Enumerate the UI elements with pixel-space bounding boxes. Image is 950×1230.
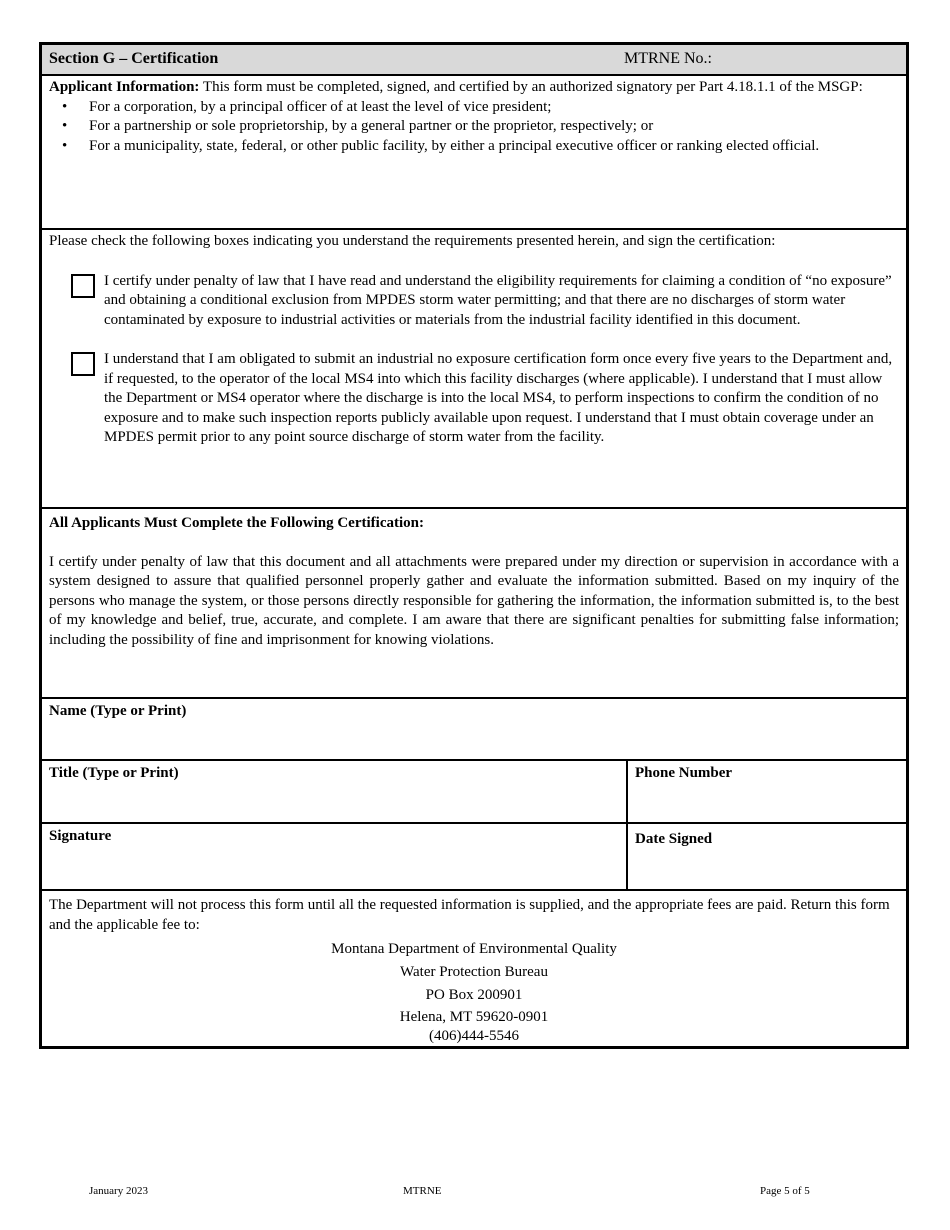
signature-date-row	[42, 822, 906, 889]
phone-line: (406)444-5546	[429, 1028, 519, 1044]
title-field[interactable]	[42, 761, 628, 822]
footer-date: January 2023	[89, 1185, 148, 1197]
title-phone-row	[42, 759, 906, 822]
applicant-info-text: This form must be completed, signed, and certified by an authorized signatory per Part 4.18.1.1 of the MSGP:	[199, 79, 863, 95]
footer-page-number: Page 5 of 5	[760, 1185, 810, 1197]
date-signed-field[interactable]	[628, 824, 906, 889]
obligation-acknowledgement	[49, 350, 899, 448]
phone-field[interactable]	[628, 761, 906, 822]
address-line: Montana Department of Environmental Quality	[331, 941, 617, 957]
obligation-text: I understand that I am obligated to submit an industrial no exposure certification form once every five years to the Department and, if requested, to the operator of the local MS4 into which this facility discharges (where applicable). I understand that I must allow the Department or MS4 operator where the discharge is into the local MS4, to perform inspections to confirm the condition of no exposure and to make such inspection reports publicly available upon request. I understand that I must obtain coverage under an MPDES permit prior to any point source discharge of storm water from the facility.	[104, 351, 893, 445]
mtrne-number-label: MTRNE No.:	[624, 50, 712, 67]
name-field[interactable]	[42, 697, 906, 759]
obligation-checkbox[interactable]	[71, 352, 95, 376]
acknowledgement-intro: Please check the following boxes indicating you understand the requirements presented herein, and sign the certification:	[49, 233, 776, 249]
certification-heading: All Applicants Must Complete the Following Certification:	[49, 515, 424, 531]
list-item: • For a municipality, state, federal, or other public facility, by either a principal executive officer or ranking elected official.	[49, 137, 899, 157]
signatory-list	[49, 98, 899, 157]
certification-block	[42, 507, 906, 697]
title-field-label: Title (Type or Print)	[49, 765, 179, 781]
list-item: • For a corporation, by a principal officer of at least the level of vice president;	[49, 98, 899, 118]
section-title: Section G – Certification	[49, 50, 219, 67]
return-info-block	[42, 889, 906, 1046]
list-item: • For a partnership or sole proprietorship, by a general partner or the proprietor, respectively; or	[49, 117, 899, 137]
footer-form-code: MTRNE	[403, 1185, 442, 1197]
acknowledgement-block	[42, 228, 906, 507]
signature-field[interactable]	[42, 824, 628, 889]
return-info-text: The Department will not process this form until all the requested information is supplied, and the appropriate fees are paid. Return this form and the applicable fee to:	[49, 897, 890, 933]
address-line: Water Protection Bureau	[400, 964, 548, 980]
signature-field-label: Signature	[49, 828, 112, 844]
certification-text: I certify under penalty of law that this document and all attachments were prepared under my direction or supervision in accordance with a system designed to assure that qualified personnel properly gather and evaluate the information submitted. Based on my inquiry of the persons who manage the system, or those persons directly responsible for gathering the information, the information submitted is, to the best of my knowledge and belief, true, accurate, and complete. I am aware that there are significant penalties for submitting false information; including the possibility of fine and imprisonment for knowing violations.	[49, 553, 899, 648]
no-exposure-acknowledgement	[49, 272, 899, 331]
address-line: Helena, MT 59620-0901	[399, 1009, 549, 1025]
no-exposure-checkbox[interactable]	[71, 274, 95, 298]
certification-form	[39, 42, 909, 1049]
section-header	[42, 45, 906, 74]
address-line: PO Box 200901	[425, 987, 523, 1003]
name-field-label: Name (Type or Print)	[49, 703, 187, 719]
applicant-information-block	[42, 74, 906, 228]
applicant-info-label: Applicant Information:	[49, 79, 200, 95]
phone-field-label: Phone Number	[635, 765, 733, 781]
no-exposure-text: I certify under penalty of law that I have read and understand the eligibility requirements for claiming a condition of “no exposure” and obtaining a conditional exclusion from MPDES storm water permitting; and that there are no discharges of storm water contaminated by exposure to industrial activities or materials from the industrial facility identified in this document.	[104, 272, 892, 328]
date-signed-field-label: Date Signed	[635, 831, 713, 847]
mailing-address	[49, 938, 899, 1045]
